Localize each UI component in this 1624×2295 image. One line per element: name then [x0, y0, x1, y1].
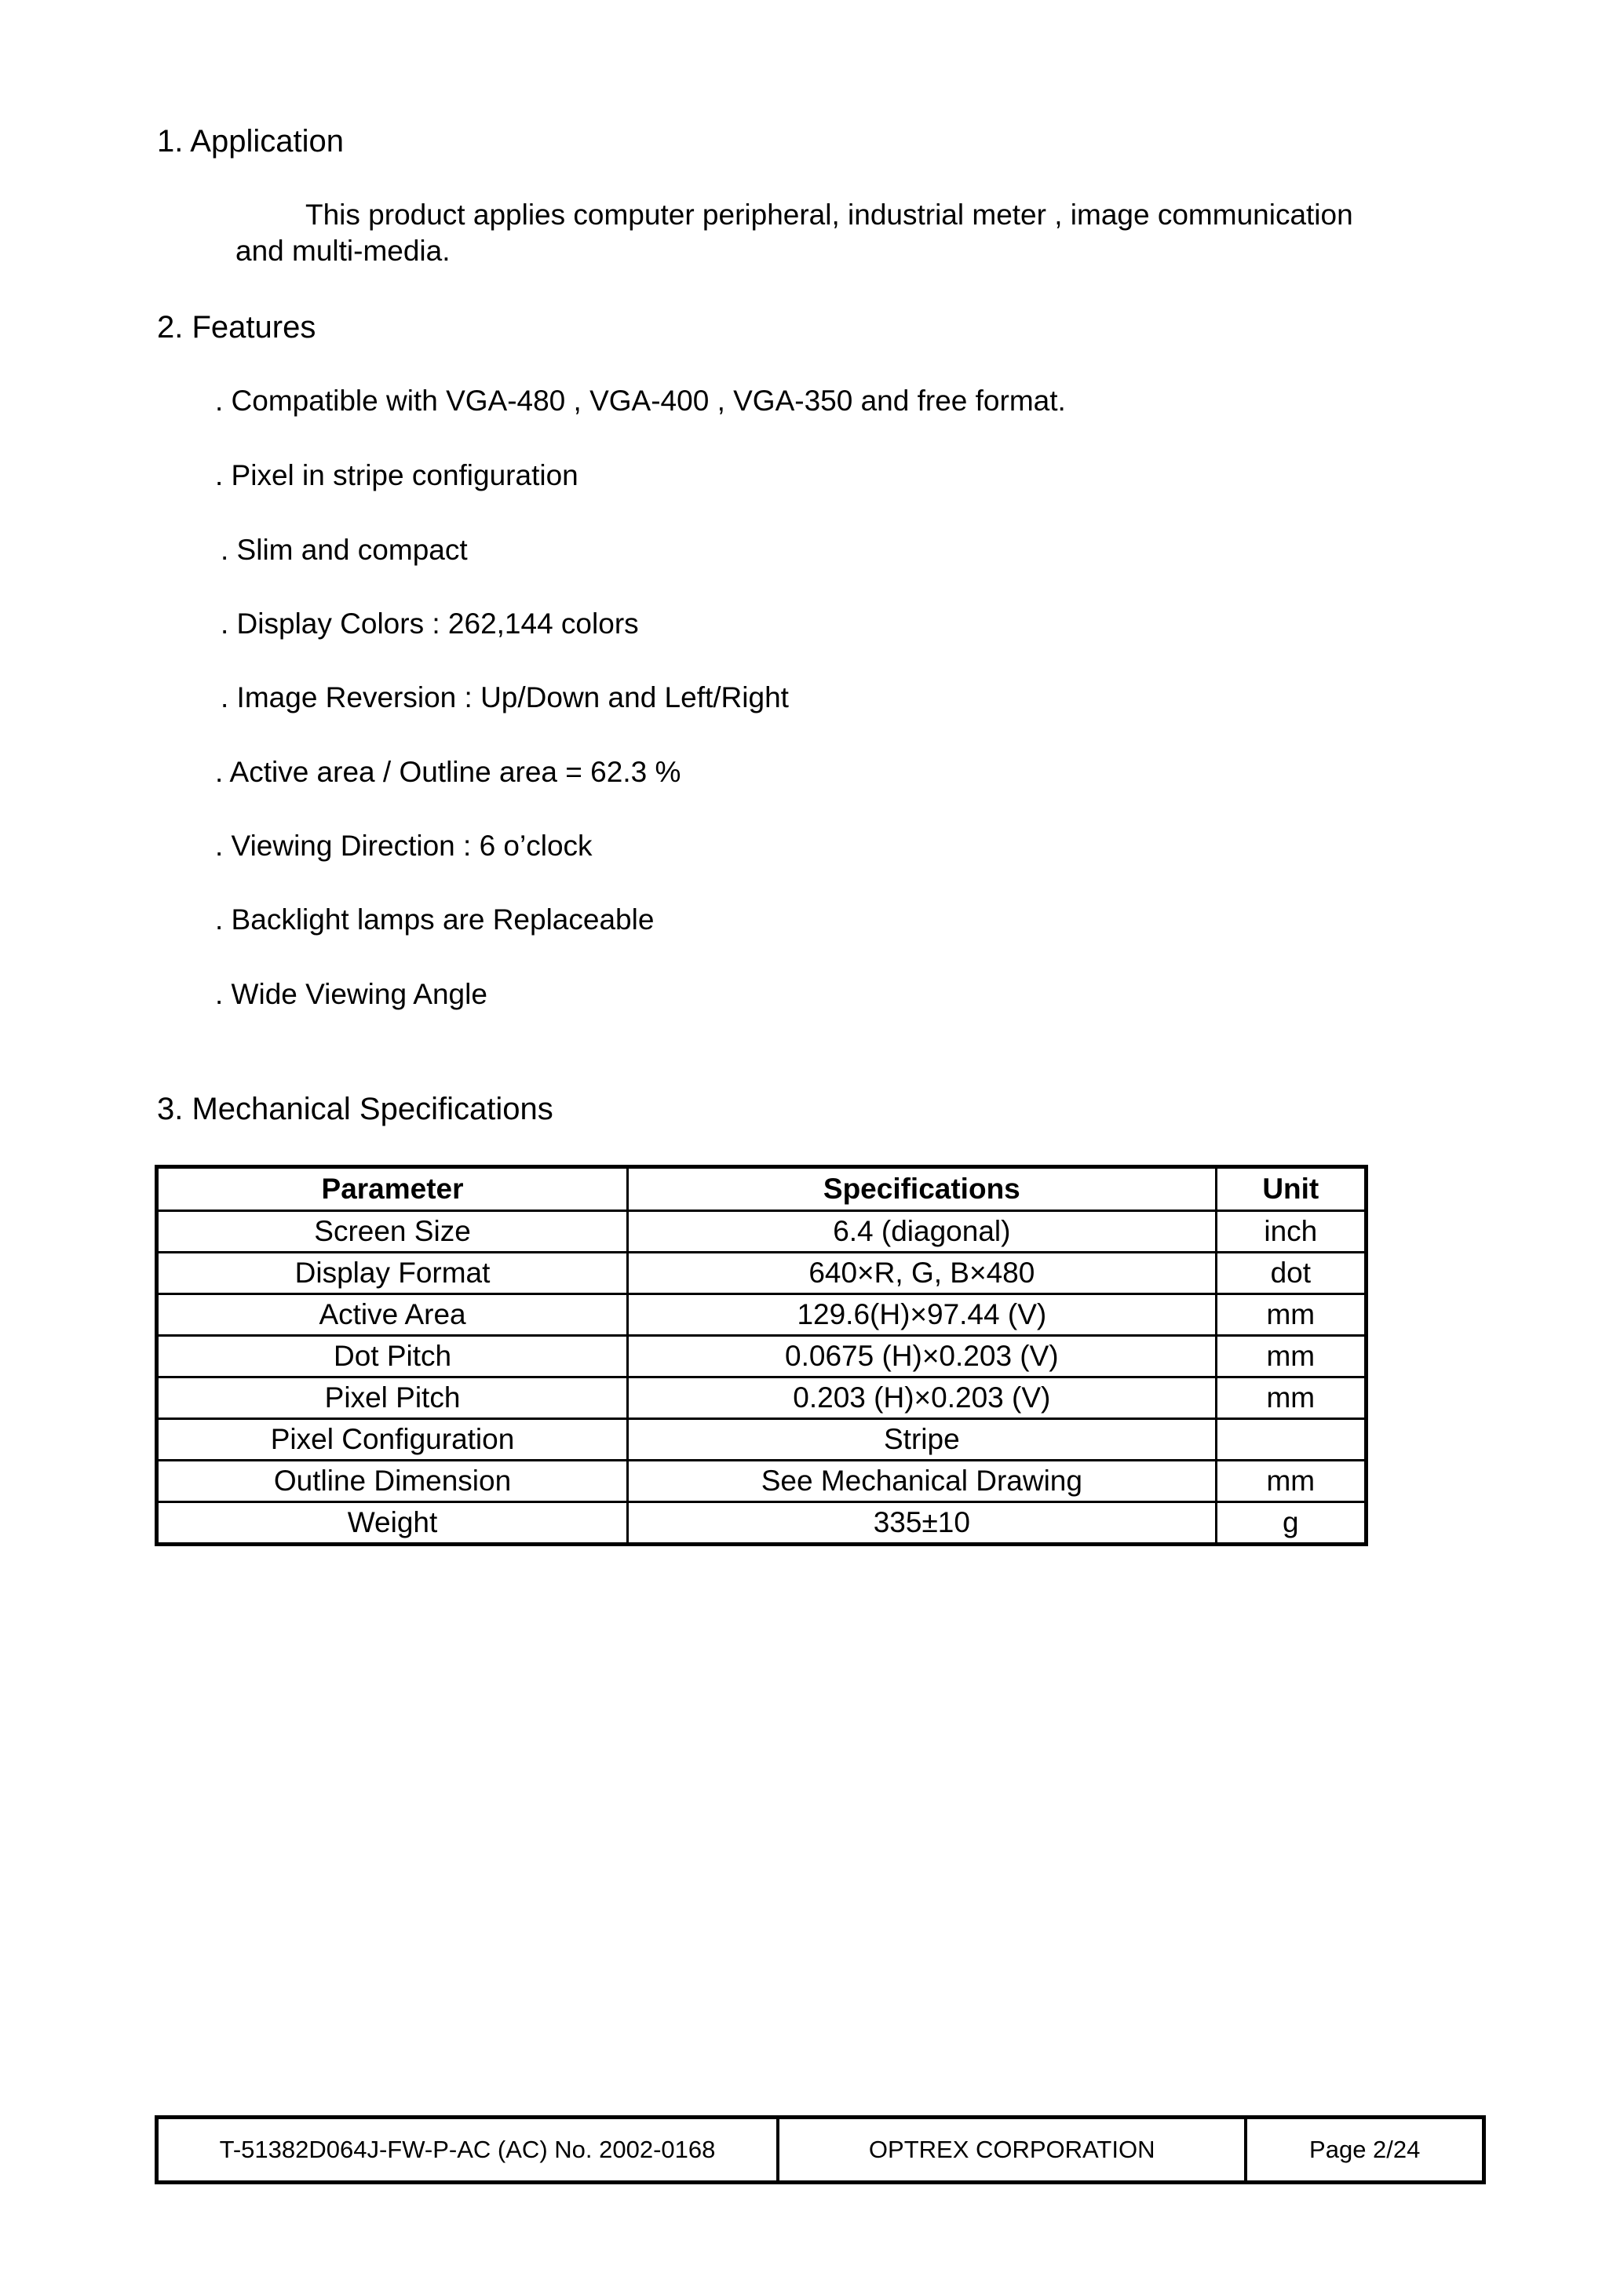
- unit-cell: mm: [1216, 1336, 1366, 1377]
- parameter-cell: Dot Pitch: [157, 1336, 628, 1377]
- application-text-line-2: and multi-media.: [235, 235, 451, 267]
- parameter-cell: Weight: [157, 1502, 628, 1545]
- parameter-cell: Pixel Configuration: [157, 1419, 628, 1461]
- table-row: [157, 1502, 1367, 1545]
- specification-cell: 6.4 (diagonal): [628, 1211, 1217, 1253]
- table-row: [157, 1461, 1367, 1502]
- column-header-specifications: Specifications: [628, 1167, 1217, 1211]
- specification-cell: 129.6(H)×97.44 (V): [628, 1294, 1217, 1336]
- unit-cell: [1216, 1419, 1366, 1461]
- feature-item: . Viewing Direction : 6 o’clock: [215, 830, 593, 862]
- specification-cell: Stripe: [628, 1419, 1217, 1461]
- column-header-unit: Unit: [1216, 1167, 1366, 1211]
- parameter-cell: Outline Dimension: [157, 1461, 628, 1502]
- specification-cell: 0.203 (H)×0.203 (V): [628, 1377, 1217, 1419]
- parameter-cell: Display Format: [157, 1253, 628, 1294]
- specification-cell: 335±10: [628, 1502, 1217, 1545]
- unit-cell: inch: [1216, 1211, 1366, 1253]
- specification-cell: 0.0675 (H)×0.203 (V): [628, 1336, 1217, 1377]
- parameter-cell: Screen Size: [157, 1211, 628, 1253]
- unit-cell: mm: [1216, 1377, 1366, 1419]
- table-row: [157, 1336, 1367, 1377]
- table-row: [157, 1377, 1367, 1419]
- unit-cell: mm: [1216, 1294, 1366, 1336]
- table-row: [157, 1294, 1367, 1336]
- specification-cell: 640×R, G, B×480: [628, 1253, 1217, 1294]
- specification-cell: See Mechanical Drawing: [628, 1461, 1217, 1502]
- section-heading-application: 1. Application: [157, 124, 344, 159]
- application-text-line-1: This product applies computer peripheral, industrial meter , image communication: [305, 199, 1353, 231]
- footer-document-number: T-51382D064J-FW-P-AC (AC) No. 2002-0168: [157, 2118, 778, 2183]
- feature-item: . Active area / Outline area = 62.3 %: [215, 756, 681, 788]
- unit-cell: g: [1216, 1502, 1366, 1545]
- page-footer: [155, 2115, 1486, 2184]
- feature-item: . Backlight lamps are Replaceable: [215, 903, 655, 936]
- table-header-row: [157, 1167, 1367, 1211]
- section-heading-mechanical-specifications: 3. Mechanical Specifications: [157, 1092, 553, 1126]
- table-row: [157, 1253, 1367, 1294]
- feature-item: . Display Colors : 262,144 colors: [221, 608, 639, 640]
- parameter-cell: Pixel Pitch: [157, 1377, 628, 1419]
- unit-cell: dot: [1216, 1253, 1366, 1294]
- parameter-cell: Active Area: [157, 1294, 628, 1336]
- table-row: [157, 1419, 1367, 1461]
- footer-company-name: OPTREX CORPORATION: [778, 2118, 1246, 2183]
- feature-item: . Compatible with VGA-480 , VGA-400 , VGA-350 and free format.: [215, 385, 1066, 417]
- table-row: [157, 1211, 1367, 1253]
- unit-cell: mm: [1216, 1461, 1366, 1502]
- mechanical-specifications-table: [155, 1165, 1368, 1546]
- column-header-parameter: Parameter: [157, 1167, 628, 1211]
- feature-item: . Image Reversion : Up/Down and Left/Right: [221, 681, 789, 713]
- feature-item: . Wide Viewing Angle: [215, 978, 487, 1010]
- section-heading-features: 2. Features: [157, 310, 316, 345]
- footer-page-number: Page 2/24: [1246, 2118, 1483, 2183]
- feature-item: . Pixel in stripe configuration: [215, 459, 578, 491]
- feature-item: . Slim and compact: [221, 534, 468, 566]
